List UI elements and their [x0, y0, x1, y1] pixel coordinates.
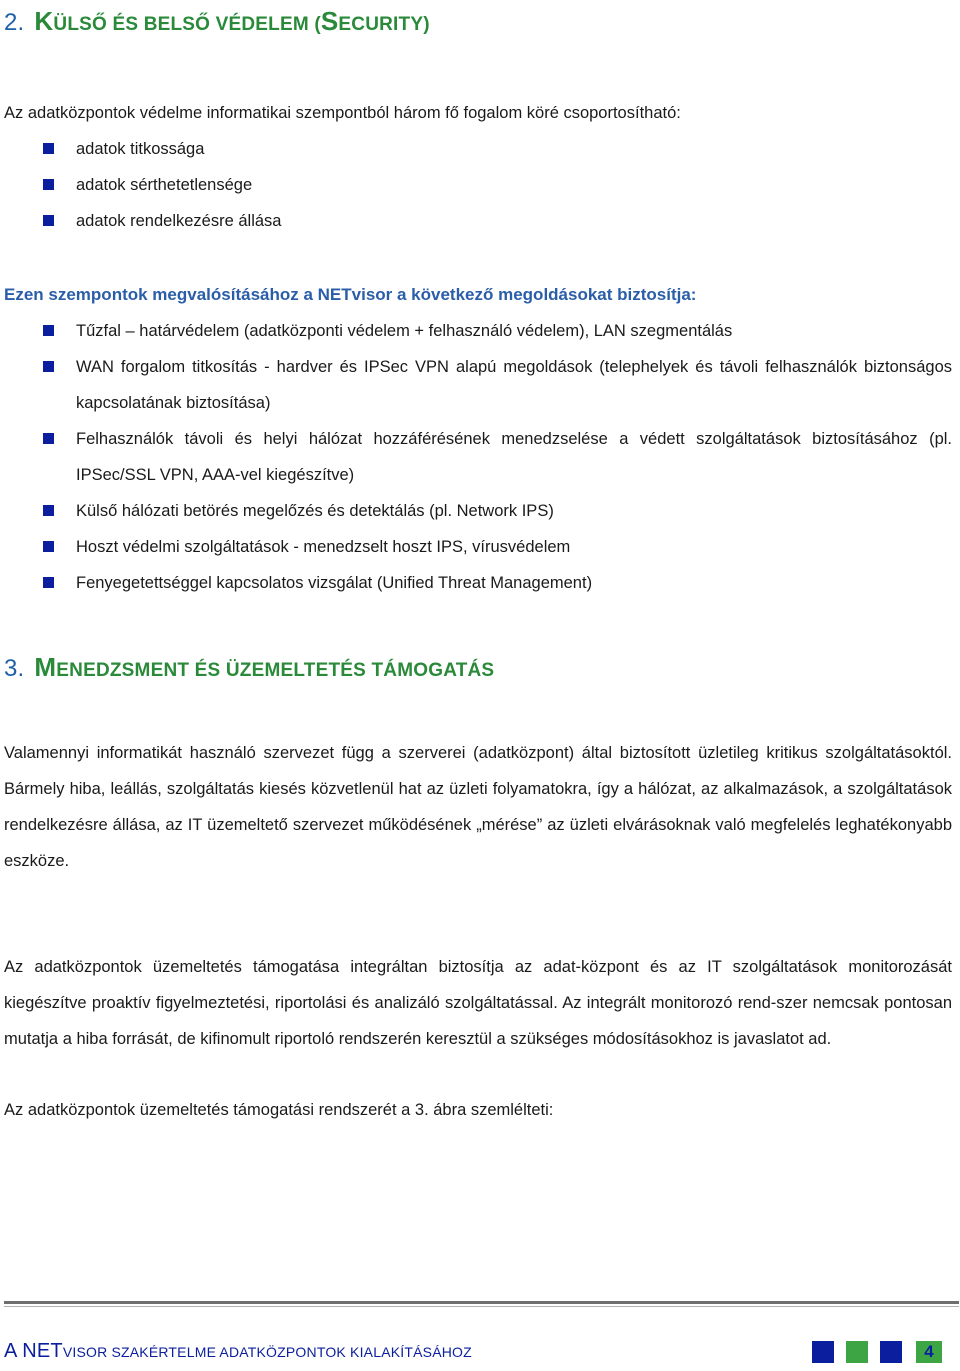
- blue-square-icon: [880, 1341, 902, 1363]
- list-item: [0, 493, 952, 529]
- list-item: [0, 203, 952, 239]
- heading-initial: K: [34, 6, 54, 36]
- heading-text: ÜLSŐ ÉS BELSŐ VÉDELEM (: [53, 14, 321, 35]
- list-item: [0, 421, 952, 493]
- list-item-text: Felhasználók távoli és helyi hálózat hozzáférésének menedzselése a védett szolgáltatások biztosításához (pl. IPSec/SSL VPN, AAA-vel kiegészítve): [76, 430, 952, 484]
- list-item: [0, 167, 952, 203]
- square-bullet-icon: [43, 215, 54, 226]
- intro-paragraph: Az adatközpontok védelme informatikai szempontból három fő fogalom köré csoportosítható:: [4, 104, 681, 122]
- list-item: [0, 313, 952, 349]
- section-number: 2.: [4, 9, 25, 36]
- footer-title-a: A: [4, 1340, 23, 1362]
- footer-divider: [4, 1306, 959, 1307]
- list-item: [0, 565, 952, 601]
- section-2-heading: [4, 6, 430, 37]
- list-item-text: adatok titkossága: [76, 140, 205, 158]
- square-bullet-icon: [43, 505, 54, 516]
- list-item-text: Külső hálózati betörés megelőzés és detektálás (pl. Network IPS): [76, 502, 554, 520]
- list-item: [0, 529, 952, 565]
- section-3-heading: [4, 652, 494, 683]
- list-item-text: Hoszt védelmi szolgáltatások - menedzselt hoszt IPS, vírusvédelem: [76, 538, 571, 556]
- square-bullet-icon: [43, 541, 54, 552]
- square-bullet-icon: [43, 179, 54, 190]
- page-number: 4: [916, 1341, 942, 1363]
- footer-title-rest: VISOR SZAKÉRTELME ADATKÖZPONTOK KIALAKÍTÁSÁHOZ: [62, 1344, 472, 1360]
- footer-title-net: NET: [22, 1340, 63, 1362]
- footer-divider: [4, 1301, 959, 1304]
- body-paragraph: Az adatközpontok üzemeltetés támogatási rendszerét a 3. ábra szemlélteti:: [4, 1101, 554, 1119]
- list-item-text: adatok rendelkezésre állása: [76, 212, 282, 230]
- list-item: [0, 131, 952, 167]
- green-square-icon: [846, 1341, 868, 1363]
- solutions-lead: Ezen szempontok megvalósításához a NETvisor a következő megoldásokat biztosítja:: [4, 285, 697, 304]
- list-item-text: adatok sérthetetlensége: [76, 176, 253, 194]
- square-bullet-icon: [43, 577, 54, 588]
- square-bullet-icon: [43, 361, 54, 372]
- square-bullet-icon: [43, 143, 54, 154]
- footer-title: [4, 1340, 472, 1363]
- section-number: 3.: [4, 655, 25, 682]
- heading-text: ECURITY): [338, 14, 430, 35]
- heading-initial: M: [34, 652, 57, 682]
- list-item-text: Tűzfal – határvédelem (adatközponti védelem + felhasználó védelem), LAN szegmentálás: [76, 322, 733, 340]
- solutions-list: [0, 313, 952, 601]
- list-item-text: Fenyegetettséggel kapcsolatos vizsgálat (Unified Threat Management): [76, 574, 593, 592]
- heading-initial: S: [320, 6, 339, 36]
- list-item: [0, 349, 952, 421]
- body-paragraph: Valamennyi informatikát használó szervezet függ a szerverei (adatközpont) által biztosított üzletileg kritikus szolgáltatásoktól. Bármely hiba, leállás, szolgáltatás kiesés közvetlenül hat az üzleti folyamatokra, így a hálózat, az alkalmazások, a szolgáltatások rendelkezésre állása, az IT üzemeltető szervezet működésének „mérése” az üzleti elvárásoknak való megfelelés leghatékonyabb eszköze.: [4, 744, 952, 870]
- blue-square-icon: [812, 1341, 834, 1363]
- square-bullet-icon: [43, 325, 54, 336]
- list-item-text: WAN forgalom titkosítás - hardver és IPSec VPN alapú megoldások (telephelyek és távoli felhasználók biztonságos kapcsolatának biztosítása): [76, 358, 952, 412]
- square-bullet-icon: [43, 433, 54, 444]
- concepts-list: [0, 131, 952, 239]
- heading-text: ENEDZSMENT ÉS ÜZEMELTETÉS TÁMOGATÁS: [56, 660, 495, 681]
- body-paragraph: Az adatközpontok üzemeltetés támogatása integráltan biztosítja az adat-központ és az IT szolgáltatások monitorozását kiegészítve proaktív figyelmeztetési, riportolási és analizáló szolgáltatással. Az integrált monitorozó rend-szer nemcsak pontosan mutatja a hiba forrását, de kifinomult riportoló rendszerén keresztül a szükséges módosításokhoz is javaslatot ad.: [4, 958, 952, 1048]
